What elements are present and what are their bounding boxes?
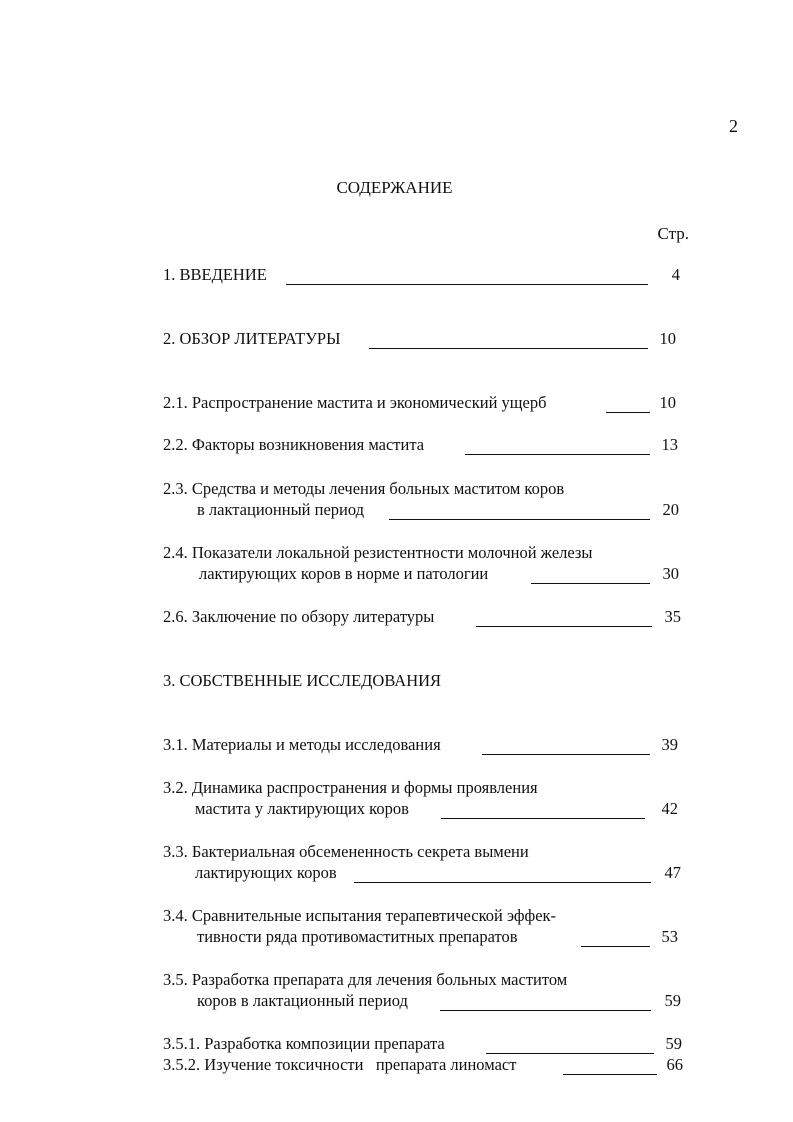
toc-entry-page: 59 [664,991,681,1010]
toc-entry-page: 20 [662,500,679,519]
toc-entry-title: 3.2. Динамика распространения и формы проявления [163,778,538,797]
leader-line [286,284,648,285]
leader-line [476,626,652,627]
toc-entry-title: 3.5.2. Изучение токсичности препарата линомаст [163,1055,517,1074]
leader-line [465,454,650,455]
toc-entry-title-continued: лактирующих коров в норме и патологии [199,564,489,583]
toc-entry-page: 30 [662,564,679,583]
toc-entry-title: 3.3. Бактериальная обсемененность секрета вымени [163,842,529,861]
toc-entry-title-continued: мастита у лактирующих коров [195,799,409,818]
toc-entry-page: 4 [671,265,680,284]
leader-line [441,818,645,819]
toc-entry-title-continued: в лактационный период [197,500,365,519]
toc-entry-title-continued: лактирующих коров [195,863,337,882]
toc-entry-page: 10 [659,393,676,412]
toc-entry-page: 13 [661,435,678,454]
toc-entry-title: 1. ВВЕДЕНИЕ [163,265,267,284]
toc-entry-page: 59 [665,1034,682,1053]
leader-line [354,882,651,883]
toc-entry-page: 35 [664,607,681,626]
toc-entry-page: 47 [664,863,681,882]
toc-entry-title: 2.6. Заключение по обзору литературы [163,607,435,626]
toc-entry-title: 3.4. Сравнительные испытания терапевтической эффек- [163,906,557,925]
toc-entry-page: 53 [661,927,678,946]
page-column-label: Стр. [657,224,689,243]
toc-entry-title: 2.2. Факторы возникновения мастита [163,435,425,454]
toc-entry-title-continued: коров в лактационный период [197,991,408,1010]
toc-entry-title: 2. ОБЗОР ЛИТЕРАТУРЫ [163,329,341,348]
toc-section-heading: 3. СОБСТВЕННЫЕ ИССЛЕДОВАНИЯ [163,671,442,690]
leader-line [486,1053,654,1054]
leader-line [531,583,650,584]
toc-entry-title: 3.5. Разработка препарата для лечения больных маститом [163,970,568,989]
page-title: СОДЕРЖАНИЕ [336,178,453,197]
toc-entry-page: 66 [666,1055,683,1074]
toc-entry-title: 2.4. Показатели локальной резистентности молочной железы [163,543,593,562]
toc-entry-title: 3.5.1. Разработка композиции препарата [163,1034,445,1053]
toc-entry-title: 2.3. Средства и методы лечения больных маститом коров [163,479,565,498]
toc-entry-title-continued: тивности ряда противомаститных препаратов [197,927,518,946]
leader-line [482,754,650,755]
page-number: 2 [729,116,738,136]
leader-line [389,519,650,520]
leader-line [440,1010,651,1011]
toc-entry-title: 2.1. Распространение мастита и экономический ущерб [163,393,547,412]
toc-entry-page: 42 [661,799,678,818]
toc-entry-title: 3.1. Материалы и методы исследования [163,735,441,754]
toc-entry-page: 39 [661,735,678,754]
toc-entry-page: 10 [659,329,676,348]
leader-line [369,348,648,349]
